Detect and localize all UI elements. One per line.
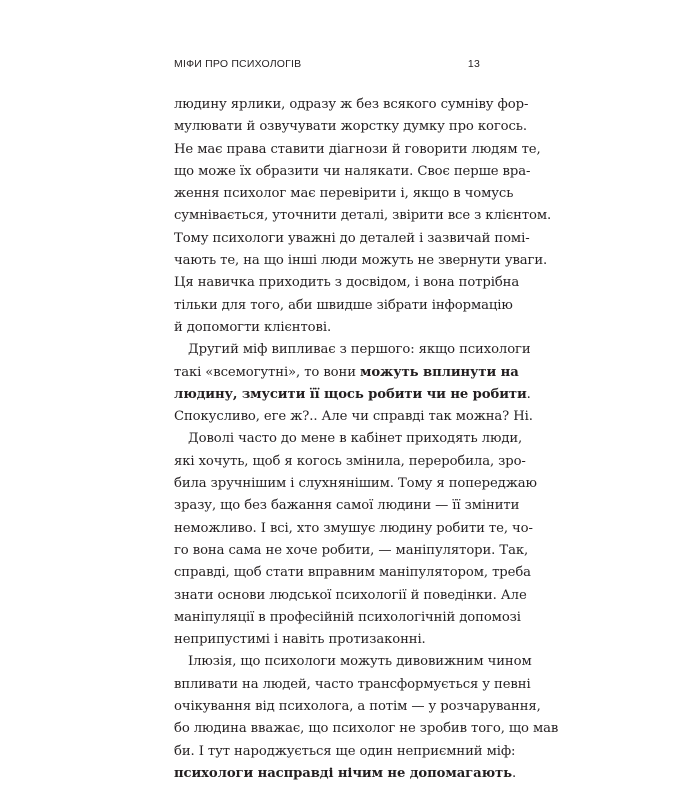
bold-text: можуть вплинути на — [359, 364, 519, 380]
text-run: неприпустимі і навіть протизаконні. — [174, 632, 426, 648]
bold-text: психологи насправді нічим не допомагають — [174, 765, 512, 781]
text-run: ження психолог має перевірити і, якщо в чомусь — [174, 186, 514, 202]
text-run: людину ярлики, одразу ж без всякого сумніву фор- — [174, 97, 529, 112]
text-run: . — [526, 386, 531, 402]
text-line — [174, 406, 533, 428]
text-line — [174, 562, 531, 584]
text-run: го вона сама не хоче робити, — маніпулятори. Так, — [174, 542, 529, 558]
text-run: Спокусливо, еге ж?.. Але чи справді так можна? Ні. — [174, 409, 533, 425]
text-line — [174, 518, 533, 540]
text-run: впливати на людей, часто трансформується у певні — [174, 676, 531, 692]
text-run: чають те, на що інші люди можуть не звернути уваги. — [174, 253, 548, 269]
text-run: що може їх образити чи налякати. Своє перше вра- — [174, 163, 531, 179]
text-line — [174, 651, 532, 673]
text-line — [174, 607, 521, 629]
text-run: . — [511, 765, 517, 781]
text-line — [174, 272, 520, 294]
text-run: Ця навичка приходить з досвідом, і вона потрібна — [174, 275, 520, 291]
text-run: зразу, що без бажання самої людини — її змінити — [174, 498, 520, 514]
text-line — [174, 205, 552, 227]
text-line — [174, 384, 531, 406]
text-run: била зручнішим і слухнянішим. Тому я попереджаю — [174, 476, 537, 492]
text-run: справді, щоб стати вправним маніпулятором, треба — [174, 565, 531, 581]
text-line — [174, 741, 516, 763]
text-line — [174, 362, 519, 384]
text-line — [174, 339, 531, 361]
text-run: тільки для того, аби швидше зібрати інформацію — [174, 297, 513, 313]
text-line — [174, 94, 529, 116]
text-line — [174, 473, 537, 495]
text-line — [174, 161, 531, 183]
bold-text: людину, змусити її щось робити чи не робити — [174, 386, 527, 402]
text-line — [174, 495, 520, 517]
text-run: неможливо. І всі, хто змушує людину робити те, чо- — [174, 520, 533, 536]
text-line — [174, 540, 529, 562]
text-run: сумнівається, уточнити деталі, звірити все з клієнтом. — [174, 208, 552, 224]
text-line — [174, 696, 541, 718]
body-text — [174, 94, 559, 785]
text-run: такі «всемогутні», то вони — [174, 364, 360, 380]
text-run: бо людина вважає, що психолог не зробив того, що мав — [174, 721, 559, 737]
text-run: мулювати й озвучувати жорстку думку про когось. — [174, 119, 527, 135]
running-head-title: МІФИ ПРО ПСИХОЛОГІВ — [174, 58, 302, 70]
page-number: 13 — [467, 58, 480, 70]
text-run: би. І тут народжується ще один неприємний міф: — [174, 743, 516, 759]
text-line — [174, 250, 548, 272]
paragraph — [174, 94, 552, 339]
text-line — [174, 139, 541, 161]
paragraph — [174, 651, 559, 785]
text-line — [174, 228, 530, 250]
text-line — [174, 428, 523, 450]
text-line — [174, 183, 514, 205]
paragraph — [174, 428, 537, 651]
text-run: й допомогти клієнтові. — [174, 319, 332, 335]
text-run: Другий міф випливає з першого: якщо психологи — [188, 342, 531, 358]
text-line — [174, 674, 531, 696]
text-line — [174, 763, 517, 785]
text-line — [174, 451, 526, 473]
running-head — [174, 58, 480, 78]
paragraph — [174, 339, 533, 428]
text-line — [174, 629, 480, 651]
text-line — [174, 585, 527, 607]
text-run: очікування від психолога, а потім — у розчарування, — [174, 699, 541, 715]
text-line — [174, 295, 513, 317]
text-run: Доволі часто до мене в кабінет приходять люди, — [188, 431, 523, 447]
text-run: Тому психологи уважні до деталей і зазвичай помі- — [174, 230, 530, 246]
text-run: знати основи людської психології й поведінки. Але — [174, 587, 527, 603]
text-line — [174, 116, 527, 138]
text-run: які хочуть, щоб я когось змінила, переробила, зро- — [174, 453, 526, 469]
text-line — [174, 718, 559, 740]
text-run: маніпуляції в професійній психологічній допомозі — [174, 609, 521, 625]
text-run: Не має права ставити діагнози й говорити людям те, — [174, 141, 541, 157]
text-line — [174, 317, 480, 339]
text-run: Ілюзія, що психологи можуть дивовижним чином — [188, 654, 532, 670]
